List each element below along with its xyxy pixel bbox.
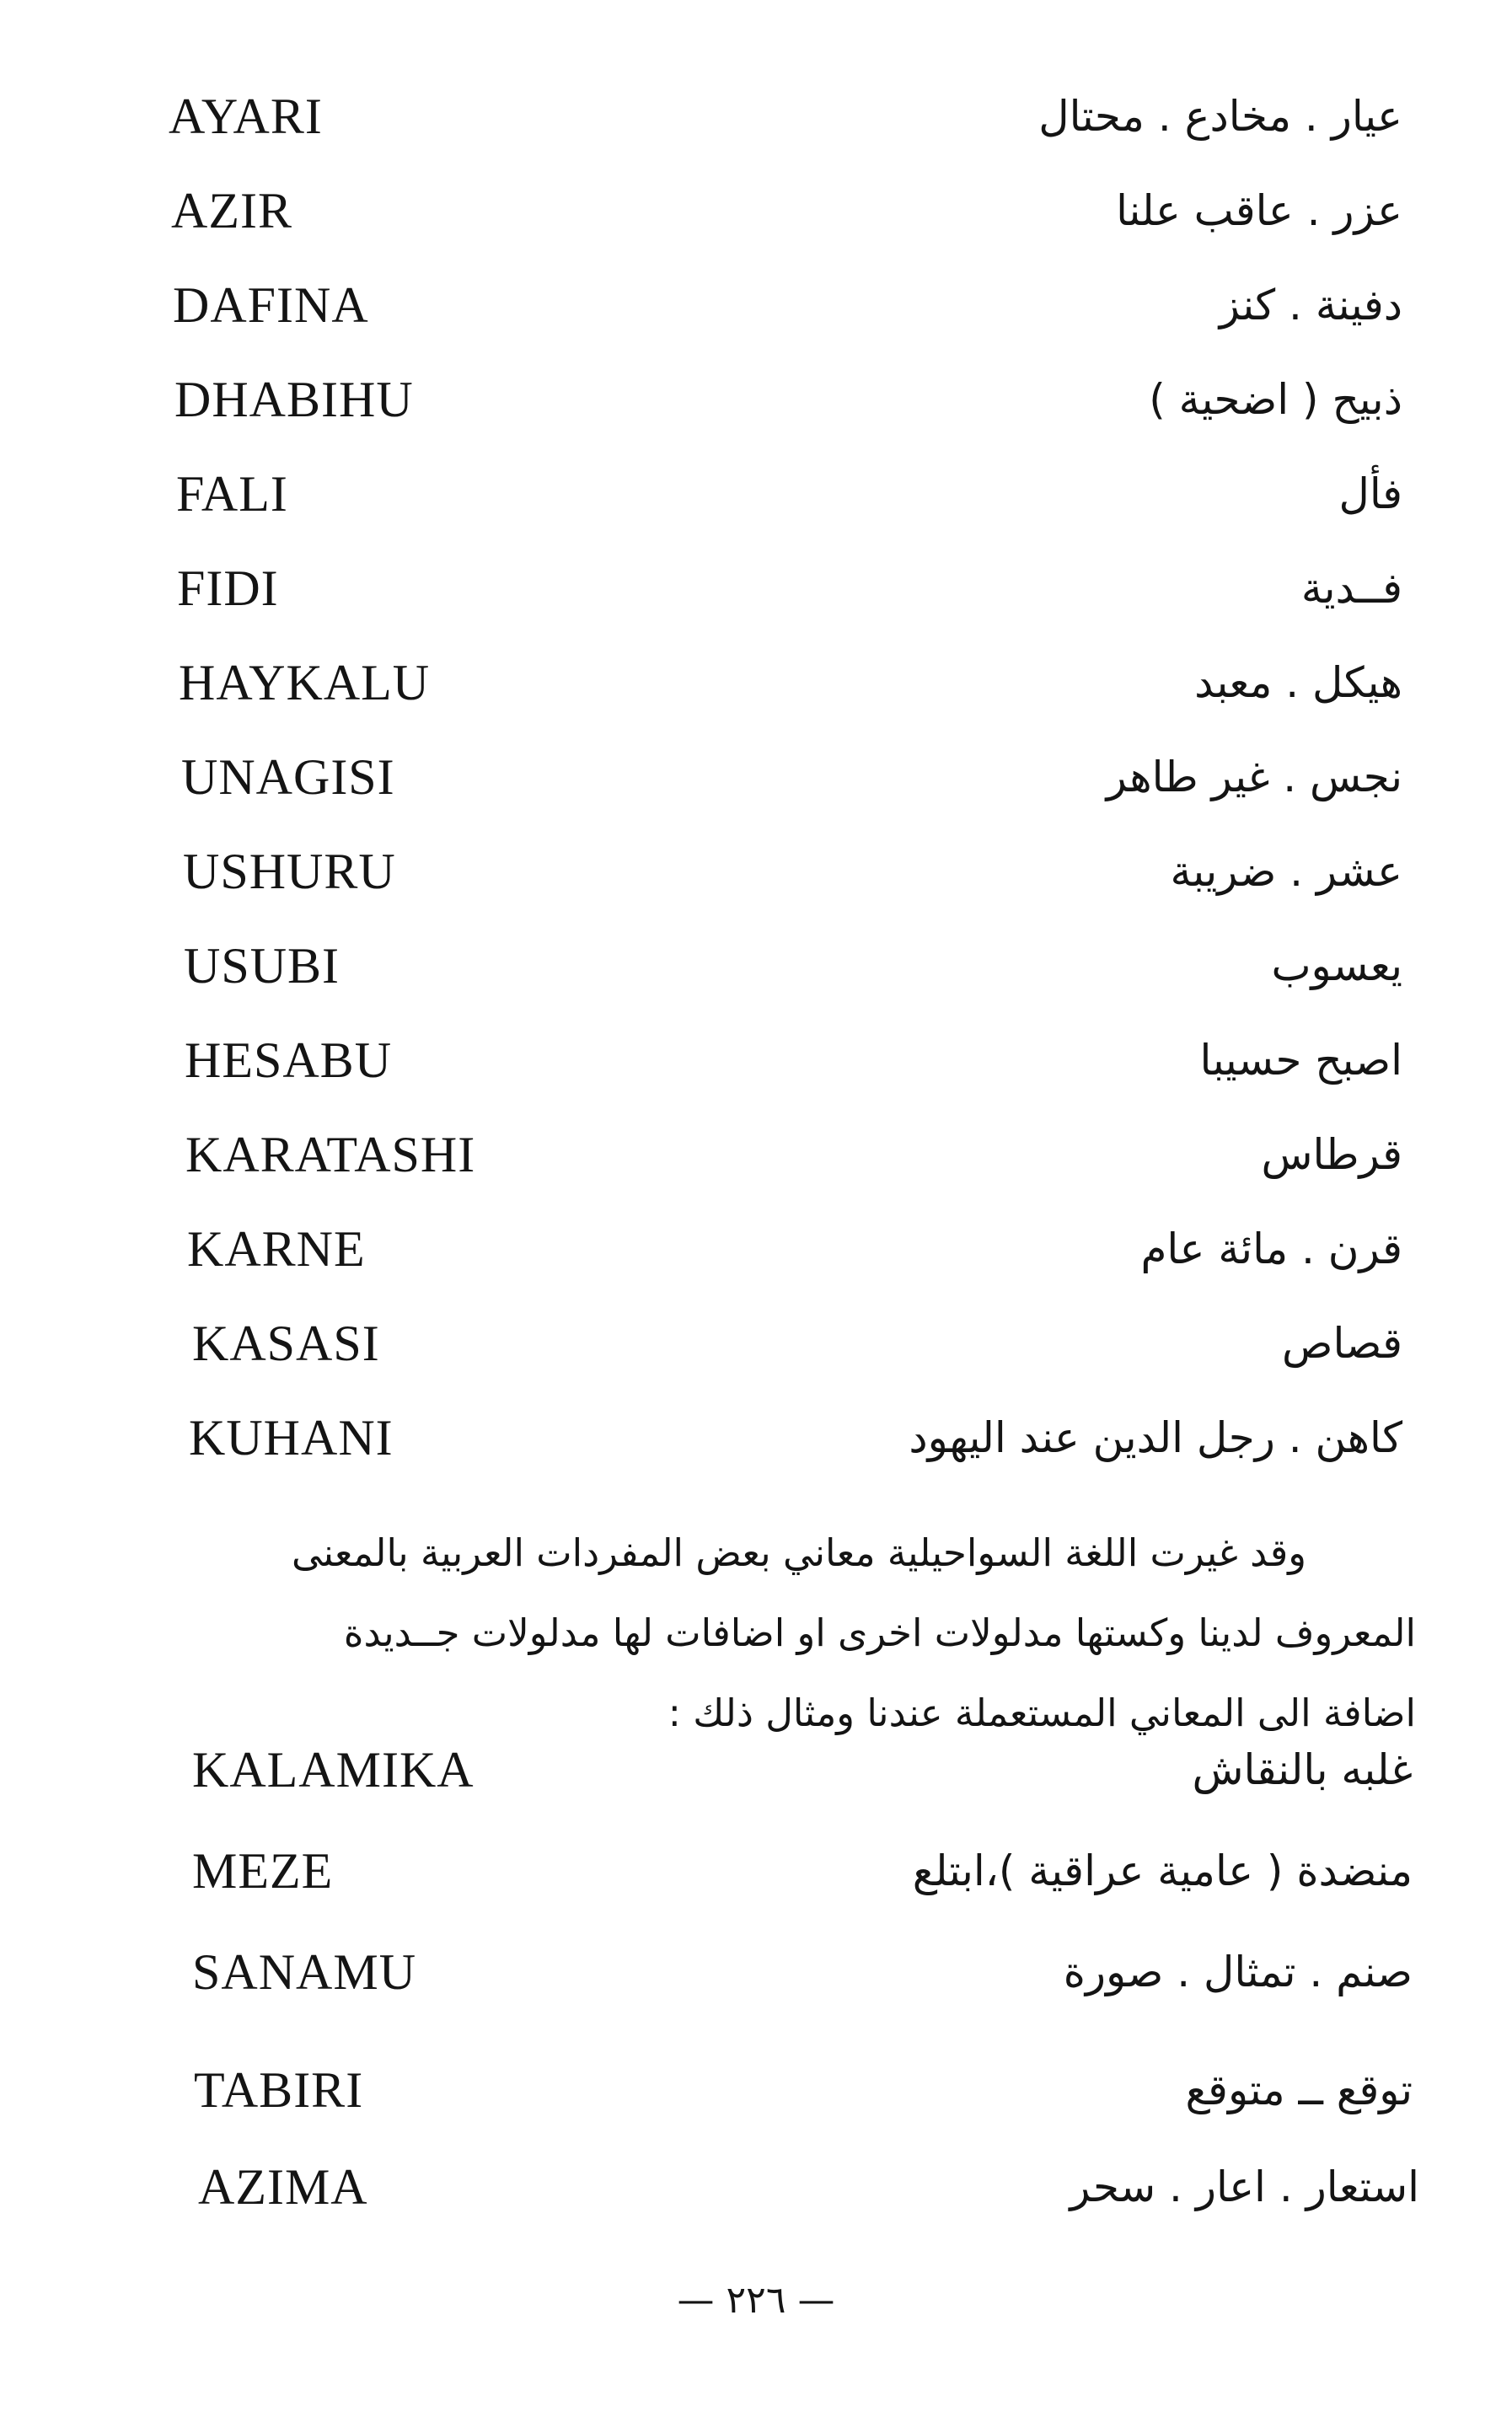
arabic-meaning: دفينة . كنز xyxy=(1219,281,1402,330)
arabic-meaning: عشر . ضريبة xyxy=(1170,847,1402,896)
arabic-meaning: غلبه بالنقاش xyxy=(1192,1745,1413,1794)
glossary-entry xyxy=(0,1728,1512,1812)
arabic-meaning: استعار . اعار . سحر xyxy=(1070,2162,1419,2211)
latin-term: KARNE xyxy=(187,1221,366,1277)
body-paragraph xyxy=(72,1513,1416,1753)
arabic-meaning: هيكل . معبد xyxy=(1194,658,1402,707)
glossary-entry xyxy=(0,924,1512,1008)
latin-term: DAFINA xyxy=(173,277,369,333)
glossary-entry xyxy=(0,357,1512,442)
latin-term: AYARI xyxy=(169,88,323,144)
latin-term: KUHANI xyxy=(189,1410,394,1466)
glossary-entry xyxy=(0,2048,1512,2132)
arabic-meaning: فــدية xyxy=(1300,564,1402,613)
arabic-meaning: عيار . مخادع . محتال xyxy=(1038,92,1402,141)
glossary-entry xyxy=(0,829,1512,914)
latin-term: AZIMA xyxy=(198,2159,368,2215)
latin-term: USHURU xyxy=(183,844,396,899)
arabic-meaning: قرن . مائة عام xyxy=(1140,1225,1402,1273)
latin-term: TABIRI xyxy=(194,2062,364,2118)
glossary-entry xyxy=(0,263,1512,347)
glossary-entry xyxy=(0,1018,1512,1102)
glossary-entry xyxy=(0,735,1512,819)
latin-term: MEZE xyxy=(192,1843,334,1899)
glossary-entry xyxy=(0,169,1512,253)
latin-term: FALI xyxy=(176,466,288,522)
arabic-meaning: صنم . تمثال . صورة xyxy=(1063,1948,1413,1996)
latin-term: FIDI xyxy=(177,560,279,616)
arabic-meaning: ذبيح ( اضحية ) xyxy=(1149,375,1402,424)
arabic-meaning: فأل xyxy=(1338,469,1402,518)
glossary-entry xyxy=(0,1829,1512,1913)
arabic-meaning: قصاص xyxy=(1282,1319,1402,1368)
glossary-entry xyxy=(0,74,1512,158)
paragraph-line: وقد غيرت اللغة السواحيلية معاني بعض المفردات العربية بالمعنى xyxy=(291,1530,1306,1575)
arabic-meaning: عزر . عاقب علنا xyxy=(1116,186,1402,235)
glossary-entry xyxy=(0,1930,1512,2014)
arabic-meaning: منضدة ( عامية عراقية )،ابتلع xyxy=(912,1846,1413,1895)
glossary-entry xyxy=(0,1396,1512,1480)
arabic-meaning: كاهن . رجل الدين عند اليهود xyxy=(909,1413,1402,1462)
glossary-entry xyxy=(0,546,1512,630)
latin-term: SANAMU xyxy=(192,1944,417,2000)
glossary-entry xyxy=(0,452,1512,536)
latin-term: HAYKALU xyxy=(179,655,431,710)
latin-term: USUBI xyxy=(184,938,340,994)
glossary-entry xyxy=(0,640,1512,725)
glossary-entry xyxy=(0,2145,1512,2229)
arabic-meaning: يعسوب xyxy=(1271,941,1402,990)
latin-term: KALAMIKA xyxy=(192,1742,475,1798)
page-number: — ٢٢٦ — xyxy=(677,2279,835,2322)
latin-term: DHABIHU xyxy=(174,372,414,427)
latin-term: HESABU xyxy=(185,1032,393,1088)
latin-term: KARATASHI xyxy=(185,1127,476,1182)
glossary-entry xyxy=(0,1112,1512,1197)
arabic-meaning: نجس . غير طاهر xyxy=(1106,753,1402,801)
latin-term: AZIR xyxy=(171,183,292,238)
paragraph-line: اضافة الى المعاني المستعملة عندنا ومثال ذلك : xyxy=(668,1691,1416,1735)
latin-term: KASASI xyxy=(192,1316,380,1371)
glossary-entry xyxy=(0,1207,1512,1291)
latin-term: UNAGISI xyxy=(181,749,395,805)
arabic-meaning: قرطاس xyxy=(1261,1130,1402,1179)
paragraph-line: المعروف لدينا وكستها مدلولات اخرى او اضافات لها مدلولات جــديدة xyxy=(343,1610,1416,1655)
glossary-entry xyxy=(0,1301,1512,1385)
arabic-meaning: اصبح حسيبا xyxy=(1199,1036,1402,1085)
arabic-meaning: توقع ــ متوقع xyxy=(1185,2066,1413,2114)
